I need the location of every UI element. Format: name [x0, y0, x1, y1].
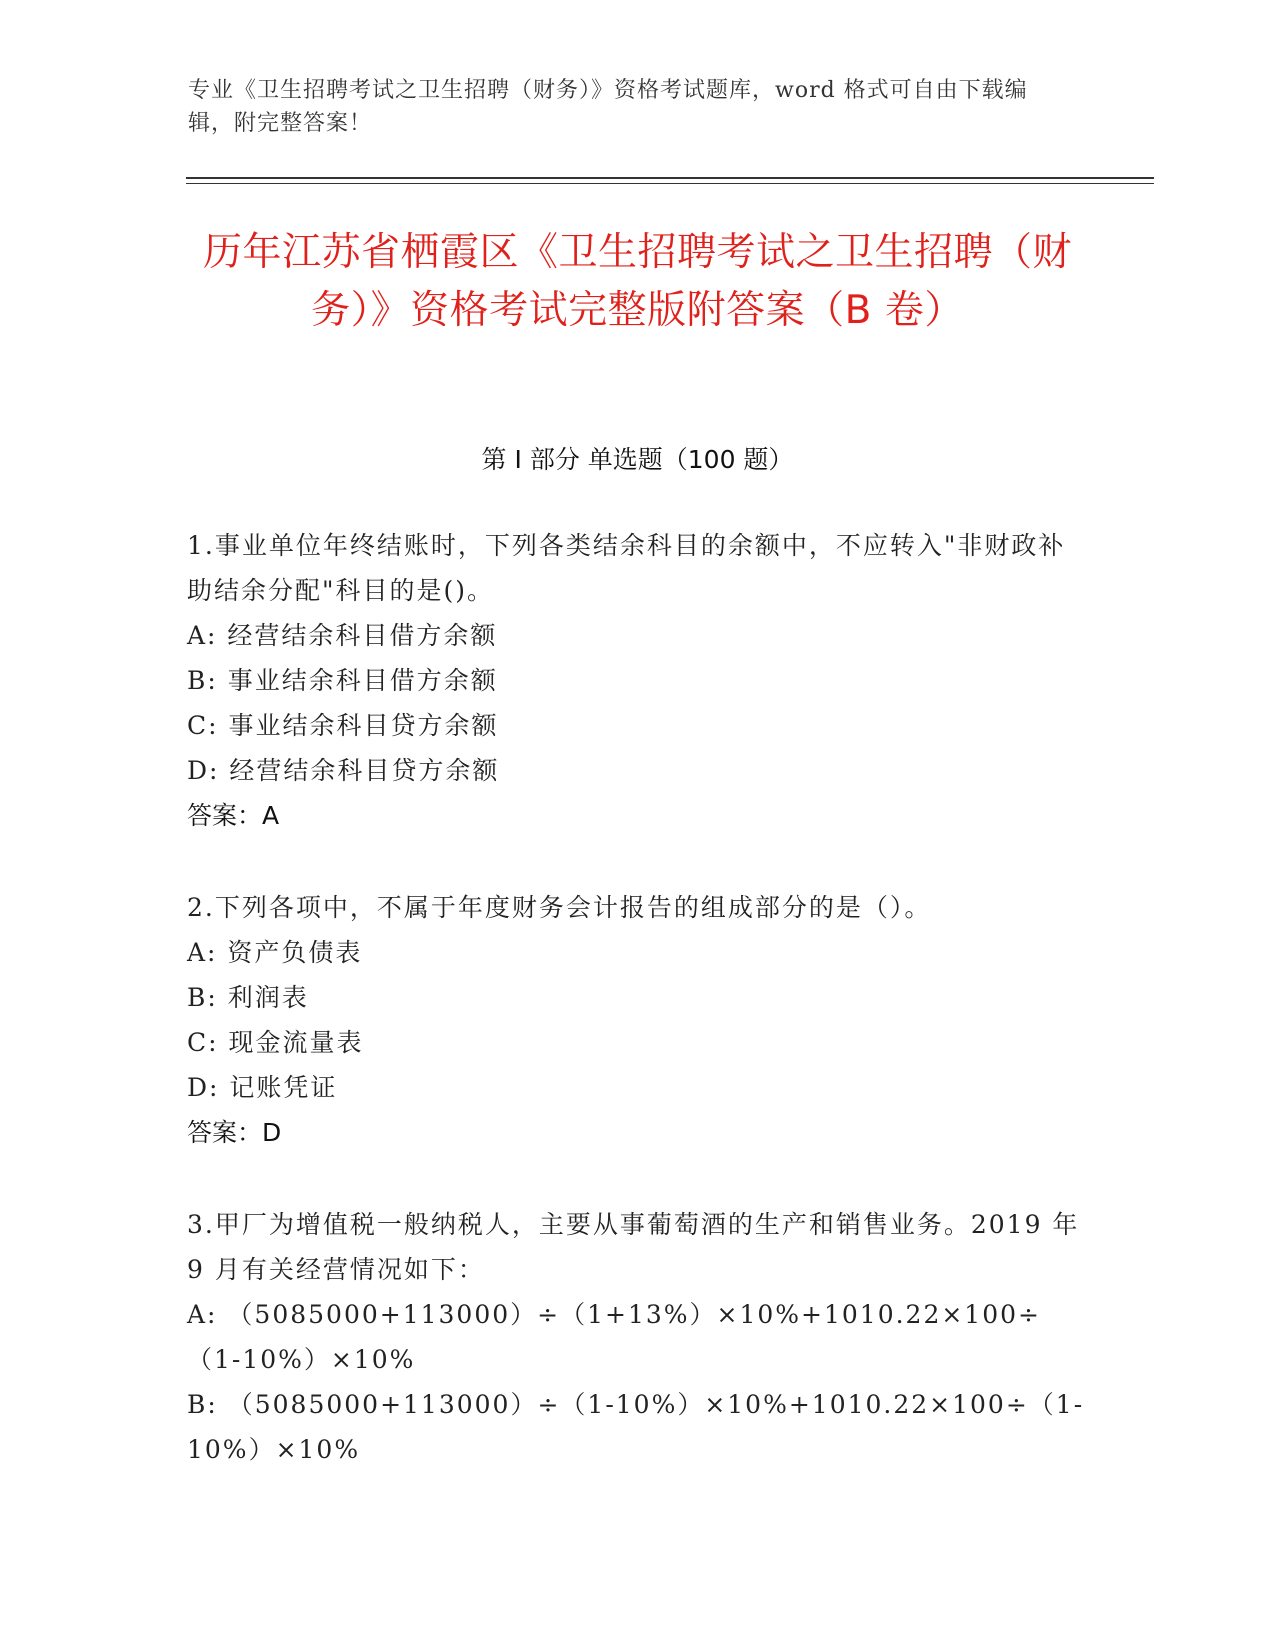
option-d: D: 记账凭证 [187, 1073, 338, 1102]
header-divider [186, 177, 1154, 179]
option-c: C: 事业结余科目贷方余额 [187, 711, 499, 740]
document-title: 历年江苏省栖霞区《卫生招聘考试之卫生招聘（财务）》资格考试完整版附答案（B 卷） [202, 230, 1072, 333]
header-divider-thin [186, 183, 1154, 184]
section-heading: 第 I 部分 单选题（100 题） [481, 445, 794, 474]
question-stem: 3.甲厂为增值税一般纳税人，主要从事葡萄酒的生产和销售业务。2019 年 9 月有关经营情况如下： [187, 1210, 1080, 1284]
option-a: A: （5085000+113000）÷（1+13%）×10%+1010.22×100÷（1-10%）×10% [187, 1300, 1041, 1374]
question-stem: 1.事业单位年终结账时，下列各类结余科目的余额中，不应转入"非财政补助结余分配"科目的是()。 [187, 531, 1066, 605]
header-note: 专业《卫生招聘考试之卫生招聘（财务）》资格考试题库，word 格式可自由下载编辑，附完整答案！ [188, 78, 1028, 136]
question-stem: 2.下列各项中，不属于年度财务会计报告的组成部分的是（）。 [187, 893, 932, 922]
option-c: C: 现金流量表 [187, 1028, 364, 1057]
option-b: B: 事业结余科目借方余额 [187, 666, 498, 695]
question-2 [187, 885, 1087, 1155]
option-b: B: 利润表 [187, 983, 309, 1012]
question-1 [187, 523, 1087, 838]
question-3 [187, 1202, 1087, 1472]
option-d: D: 经营结余科目贷方余额 [187, 756, 500, 785]
answer: 答案：D [187, 1118, 282, 1147]
option-a: A: 资产负债表 [187, 938, 363, 967]
answer: 答案：A [187, 801, 280, 830]
option-b: B: （5085000+113000）÷（1-10%）×10%+1010.22×100÷（1-10%）×10% [187, 1390, 1085, 1464]
option-a: A: 经营结余科目借方余额 [187, 621, 498, 650]
